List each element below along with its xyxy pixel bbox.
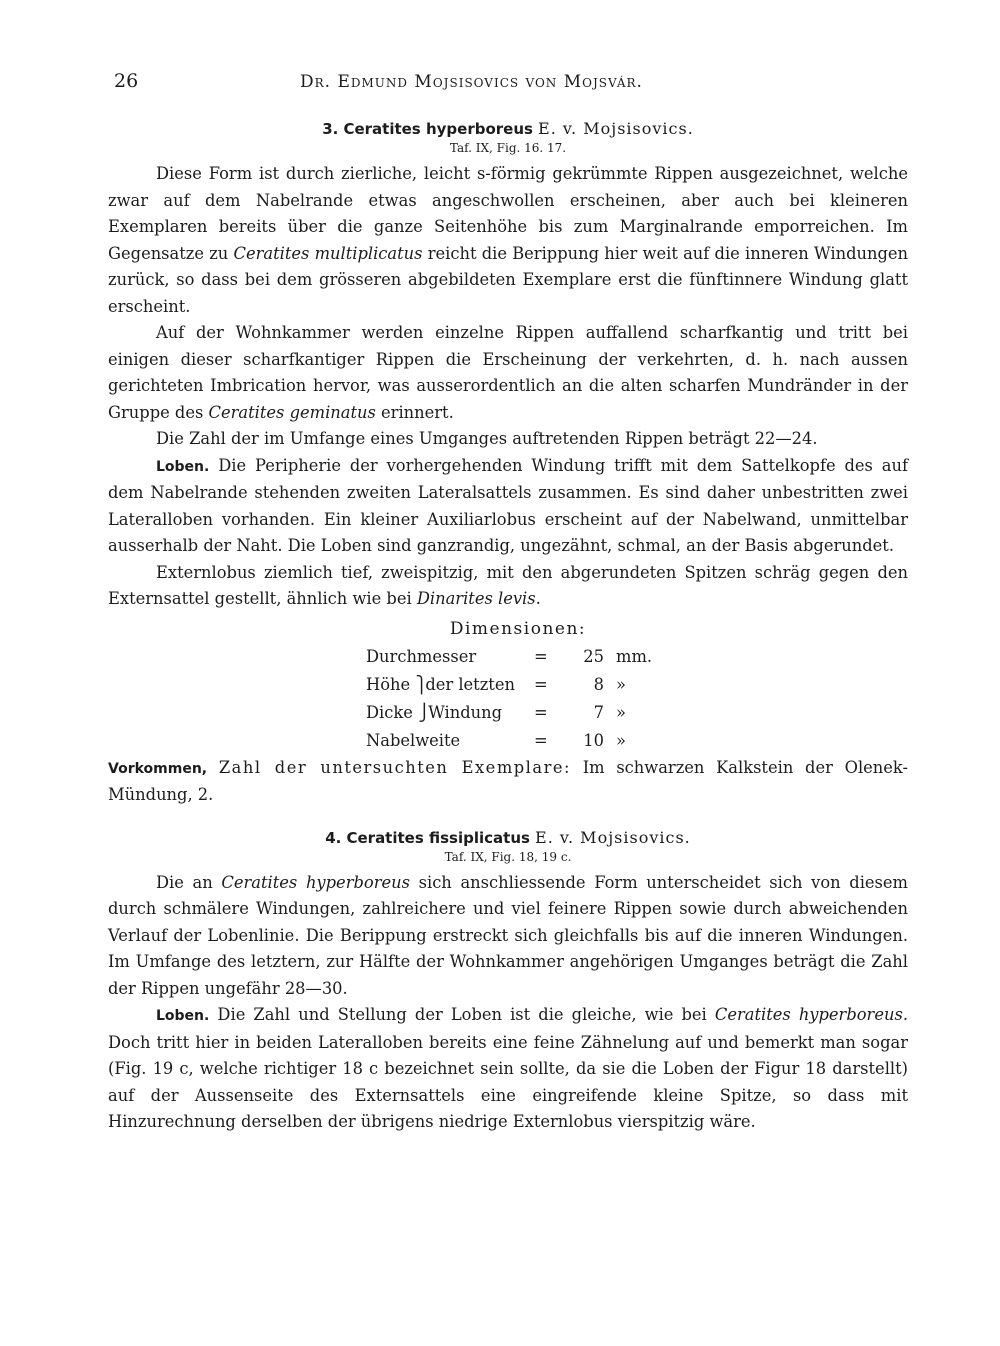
- section-3-plate-ref: Taf. IX, Fig. 16. 17.: [449, 141, 567, 155]
- dimension-label-text: Höhe: [366, 675, 411, 694]
- dimension-eq: =: [534, 703, 548, 722]
- italic-species: Ceratites hyperboreus.: [714, 1005, 908, 1024]
- italic-species: Dinarites levis: [416, 589, 536, 608]
- dimension-eq: =: [534, 731, 548, 750]
- text: Diese Form ist durch zierliche, leicht s-förmig gekrümmte Rippen ausgezeichnet, welche zwar auf dem Nabelrande etwas angeschwollen erscheinen, aber auch bei kleineren Exemplaren bereits über die ganze Seitenhöhe bis zum Marginalrande emporreichen. Im Gegensatze zu: [108, 164, 908, 263]
- dimension-label: Nabelweite: [366, 731, 461, 750]
- section-4-author: E. v. Mojsisovics.: [535, 827, 691, 847]
- section-3-paragraph-1: [108, 161, 908, 320]
- section-3-loben-paragraph: [108, 453, 908, 560]
- loben-label: Loben.: [156, 1008, 210, 1024]
- brace-top-glyph: ⎫: [415, 675, 428, 694]
- section-3-title: [108, 118, 908, 140]
- text: .: [535, 589, 541, 608]
- table-row: [366, 727, 652, 755]
- section-3-paragraph-5: [108, 560, 908, 613]
- section-3-paragraph-3: Die Zahl der im Umfange eines Umganges auftretenden Rippen beträgt 22—24.: [156, 429, 818, 448]
- section-4-species: Ceratites fissiplicatus: [346, 828, 530, 847]
- text: Doch tritt hier in beiden Lateralloben bereits eine feine Zähnelung auf und bemerkt man sogar (Fig. 19 c, welche richtiger 18 c bezeichnet sein sollte, da sie die Loben der Figur 18 darstellt) auf der Aussenseite des Externsattels eine eingreifende kleine Spitze, so dass mit Hinzurechnung derselben der übrigens niedrige Externlobus vierspitzig wäre.: [108, 1032, 908, 1131]
- brace-label-bottom: Windung: [428, 703, 503, 722]
- section-3-occurrence: [108, 755, 908, 809]
- dimension-value: 7: [593, 703, 604, 722]
- italic-species: Ceratites geminatus: [208, 402, 376, 422]
- text: Externlobus ziemlich tief, zweispitzig, mit den abgerundeten Spitzen schräg gegen den Externsattel gestellt, ähnlich wie bei: [108, 562, 908, 608]
- spacer: [108, 809, 908, 827]
- section-4-title: [108, 827, 908, 849]
- main-text: [108, 118, 908, 1136]
- section-3-author: E. v. Mojsisovics.: [538, 119, 694, 138]
- text: Die Zahl und Stellung der Loben ist die gleiche, wie bei: [209, 1005, 715, 1024]
- table-row: [366, 643, 652, 671]
- dimension-unit: mm.: [616, 647, 653, 666]
- table-row: [366, 699, 652, 727]
- dimension-label: [366, 671, 534, 699]
- dimension-value: 10: [583, 731, 604, 750]
- section-4-paragraph-1: [108, 870, 908, 1003]
- text: Die Peripherie der vorhergehenden Windung trifft mit dem Sattelkopfe des auf dem Nabelrande stehenden zweiten Lateralsattels zusammen. Es sind daher unbestritten zwei Lateralloben vorhanden. Ein kleiner Auxiliarlobus erscheint auf der Nabelwand, unmittelbar ausserhalb der Naht. Die Loben sind ganzrandig, ungezähnt, schmal, an der Basis abgerundet.: [108, 455, 908, 555]
- brace-label-top: der letzten: [425, 675, 515, 694]
- text: Im schwarzen Kalkstein der Olenek-Mündung, 2.: [108, 757, 908, 804]
- dimension-eq: =: [534, 647, 548, 666]
- text: erinnert.: [375, 402, 454, 422]
- text: sich anschliessende Form unterscheidet sich von diesem durch schmälere Windungen, zahlreichere und viel feinere Rippen sowie durch abweichenden Verlauf der Lobenlinie. Die Berippung erstreckt sich gleichfalls bis auf die inneren Windungen. Im Umfange des letztern, zur Hälfte der Wohnkammer angehörigen Umganges beträgt die Zahl der Rippen ungefähr 28—30.: [108, 872, 908, 998]
- text: Auf der Wohnkammer werden einzelne Rippen auffallend scharfkantig und tritt bei einigen dieser scharfkantiger Rippen die Erscheinung der verkehrten, d. h. nach aussen gerichteten Imbrication hervor, was ausserordentlich an die alten scharfen Mundränder in der Gruppe des: [108, 323, 908, 422]
- dimension-value: 8: [593, 675, 604, 694]
- text: Die an: [156, 872, 222, 892]
- dimension-unit: »: [616, 703, 626, 722]
- text: reicht die Berippung hier weit auf die inneren Windungen zurück, so dass bei dem grösseren abgebildeten Exemplare erst die fünftinnere Windung glatt erscheint.: [108, 243, 909, 316]
- dimension-value: 25: [583, 647, 604, 666]
- dimension-unit: »: [616, 731, 626, 750]
- dimension-label: [366, 699, 534, 727]
- italic-species: Ceratites multiplicatus: [233, 243, 423, 263]
- vorkommen-label: Vorkommen,: [108, 760, 208, 777]
- section-4-plate-ref: Taf. IX, Fig. 18, 19 c.: [444, 849, 572, 864]
- section-4-loben-paragraph: [108, 1002, 908, 1136]
- dimension-label-text: Dicke: [366, 703, 413, 722]
- italic-species: Ceratites hyperboreus: [221, 872, 410, 892]
- occurrence-spaced-text: Zahl der untersuchten Exemplare:: [218, 757, 571, 777]
- dimension-unit: »: [616, 675, 626, 694]
- dimension-label: Durchmesser: [366, 647, 477, 666]
- dimensions-title: Dimensionen:: [449, 618, 587, 639]
- dimension-eq: =: [534, 675, 548, 694]
- dimensions-table: [366, 643, 652, 755]
- section-3-paragraph-2: [108, 320, 908, 426]
- table-row: [366, 671, 652, 699]
- section-3-species: Ceratites hyperboreus: [343, 120, 533, 138]
- loben-label: Loben.: [156, 458, 210, 475]
- brace-bottom-glyph: ⎭: [418, 703, 431, 722]
- section-3-number: 3.: [322, 120, 339, 138]
- page-number: 26: [114, 70, 139, 92]
- section-4-number: 4.: [325, 828, 342, 847]
- running-head: Dr. Edmund Mojsisovics von Mojsvár.: [300, 72, 643, 92]
- page-header: [0, 70, 1000, 100]
